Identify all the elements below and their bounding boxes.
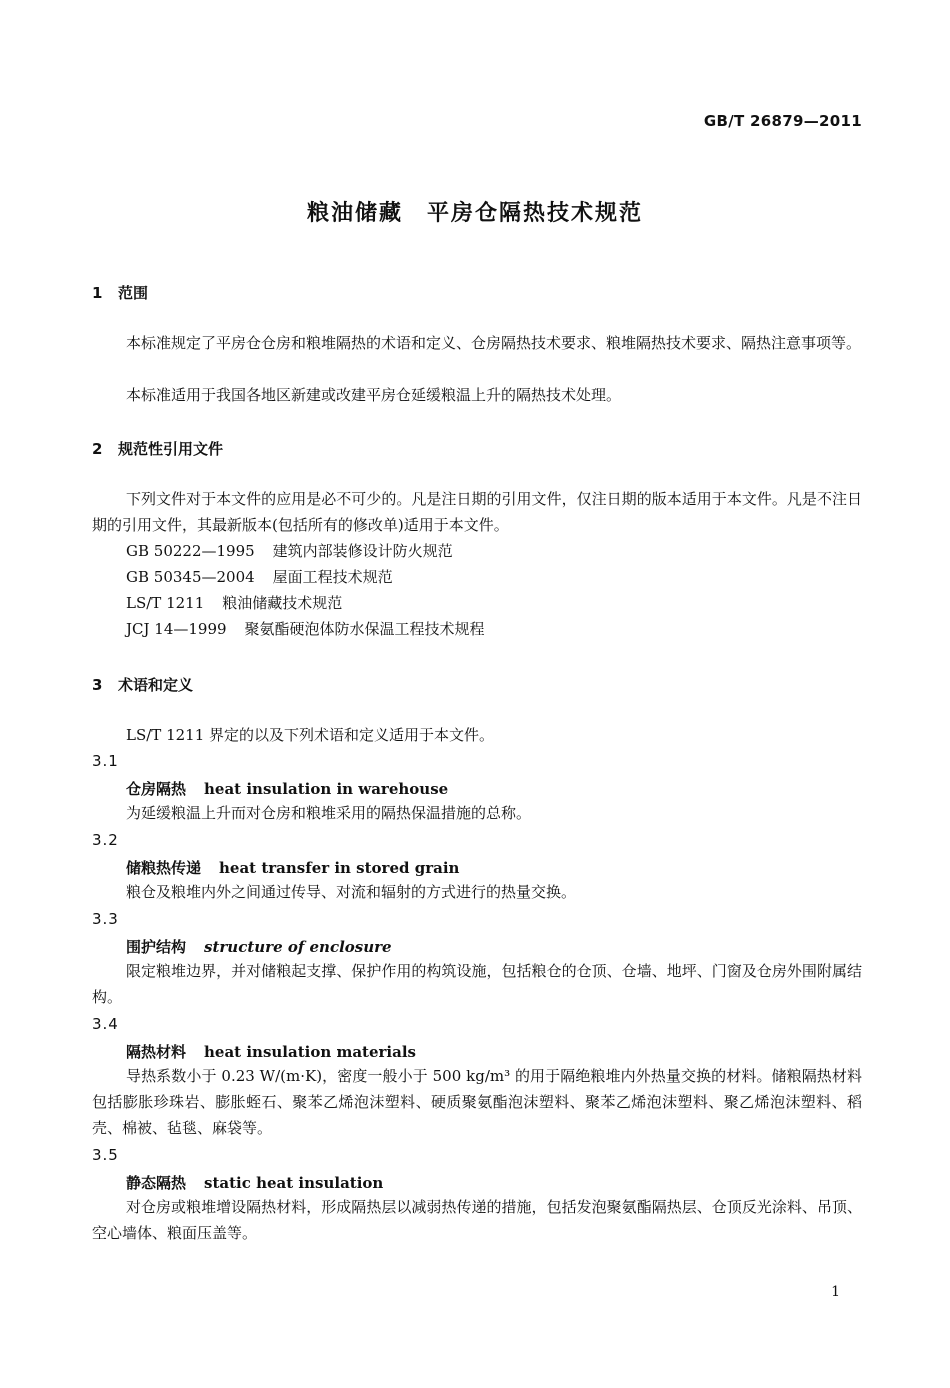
term-english: structure of enclosure <box>204 938 392 956</box>
term-chinese: 储粮热传递 <box>126 859 202 877</box>
term-heading <box>126 857 459 878</box>
term-definition: 导热系数小于 0.23 W/(m·K)，密度一般小于 500 kg/m³ 的用于隔绝粮堆内外热量交换的材料。储粮隔热材料包括膨胀珍珠岩、膨胀蛭石、聚苯乙烯泡沫塑料、硬质聚氨酯泡沫塑料、聚苯乙烯泡沫塑料、聚乙烯泡沫塑料、稻壳、棉被、毡毯、麻袋等。 <box>92 1067 862 1137</box>
standard-number: GB/T 26879—2011 <box>703 112 862 130</box>
reference-code: GB 50222—1995 <box>126 542 255 560</box>
reference-name: 聚氨酯硬泡体防水保温工程技术规程 <box>244 620 485 638</box>
term-definition: 为延缓粮温上升而对仓房和粮堆采用的隔热保温措施的总称。 <box>126 804 532 822</box>
section-2-heading <box>92 438 223 459</box>
reference-item <box>126 616 485 642</box>
section-title: 范围 <box>118 284 149 302</box>
term-heading <box>126 1041 416 1062</box>
section-title: 术语和定义 <box>118 676 194 694</box>
references-paragraph: 下列文件对于本文件的应用是必不可少的。凡是注日期的引用文件，仅注日期的版本适用于本文件。凡是不注日期的引用文件，其最新版本(包括所有的修改单)适用于本文件。 <box>92 490 862 534</box>
document-title: 粮油储藏 平房仓隔热技术规范 <box>306 201 643 226</box>
term-number: 3.4 <box>92 1015 119 1033</box>
term-chinese: 围护结构 <box>126 938 187 956</box>
term-english: heat transfer in stored grain <box>219 859 460 877</box>
term-chinese: 仓房隔热 <box>126 780 187 798</box>
term-heading <box>126 778 448 799</box>
term-english: heat insulation in warehouse <box>204 780 449 798</box>
reference-item <box>126 590 342 616</box>
term-number: 3.2 <box>92 831 119 849</box>
section-number: 1 <box>92 284 103 302</box>
reference-name: 粮油储藏技术规范 <box>222 594 343 612</box>
page-number: 1 <box>831 1284 840 1300</box>
reference-name: 建筑内部装修设计防火规范 <box>272 542 453 560</box>
reference-code: LS/T 1211 <box>126 594 205 612</box>
reference-code: JCJ 14—1999 <box>126 620 227 638</box>
term-number: 3.5 <box>92 1146 119 1164</box>
reference-item <box>126 538 453 564</box>
term-definition: 粮仓及粮堆内外之间通过传导、对流和辐射的方式进行的热量交换。 <box>126 883 577 901</box>
term-number: 3.1 <box>92 752 119 770</box>
section-number: 3 <box>92 676 103 694</box>
term-english: static heat insulation <box>204 1174 384 1192</box>
term-heading <box>126 1172 383 1193</box>
scope-paragraph-1: 本标准规定了平房仓仓房和粮堆隔热的术语和定义、仓房隔热技术要求、粮堆隔热技术要求、隔热注意事项等。 <box>126 334 862 352</box>
section-number: 2 <box>92 440 103 458</box>
reference-name: 屋面工程技术规范 <box>272 568 393 586</box>
section-3-heading <box>92 674 193 695</box>
section-1-heading <box>92 282 148 303</box>
term-chinese: 隔热材料 <box>126 1043 187 1061</box>
section-title: 规范性引用文件 <box>118 440 224 458</box>
term-chinese: 静态隔热 <box>126 1174 187 1192</box>
terms-intro-paragraph: LS/T 1211 界定的以及下列术语和定义适用于本文件。 <box>126 726 495 744</box>
term-definition: 限定粮堆边界，并对储粮起支撑、保护作用的构筑设施，包括粮仓的仓顶、仓墙、地坪、门窗及仓房外围附属结构。 <box>92 962 862 1006</box>
reference-code: GB 50345—2004 <box>126 568 255 586</box>
reference-item <box>126 564 393 590</box>
term-heading <box>126 936 392 957</box>
term-definition: 对仓房或粮堆增设隔热材料，形成隔热层以减弱热传递的措施，包括发泡聚氨酯隔热层、仓顶反光涂料、吊顶、空心墙体、粮面压盖等。 <box>92 1198 862 1242</box>
term-number: 3.3 <box>92 910 119 928</box>
scope-paragraph-2: 本标准适用于我国各地区新建或改建平房仓延缓粮温上升的隔热技术处理。 <box>126 386 622 404</box>
term-english: heat insulation materials <box>204 1043 416 1061</box>
